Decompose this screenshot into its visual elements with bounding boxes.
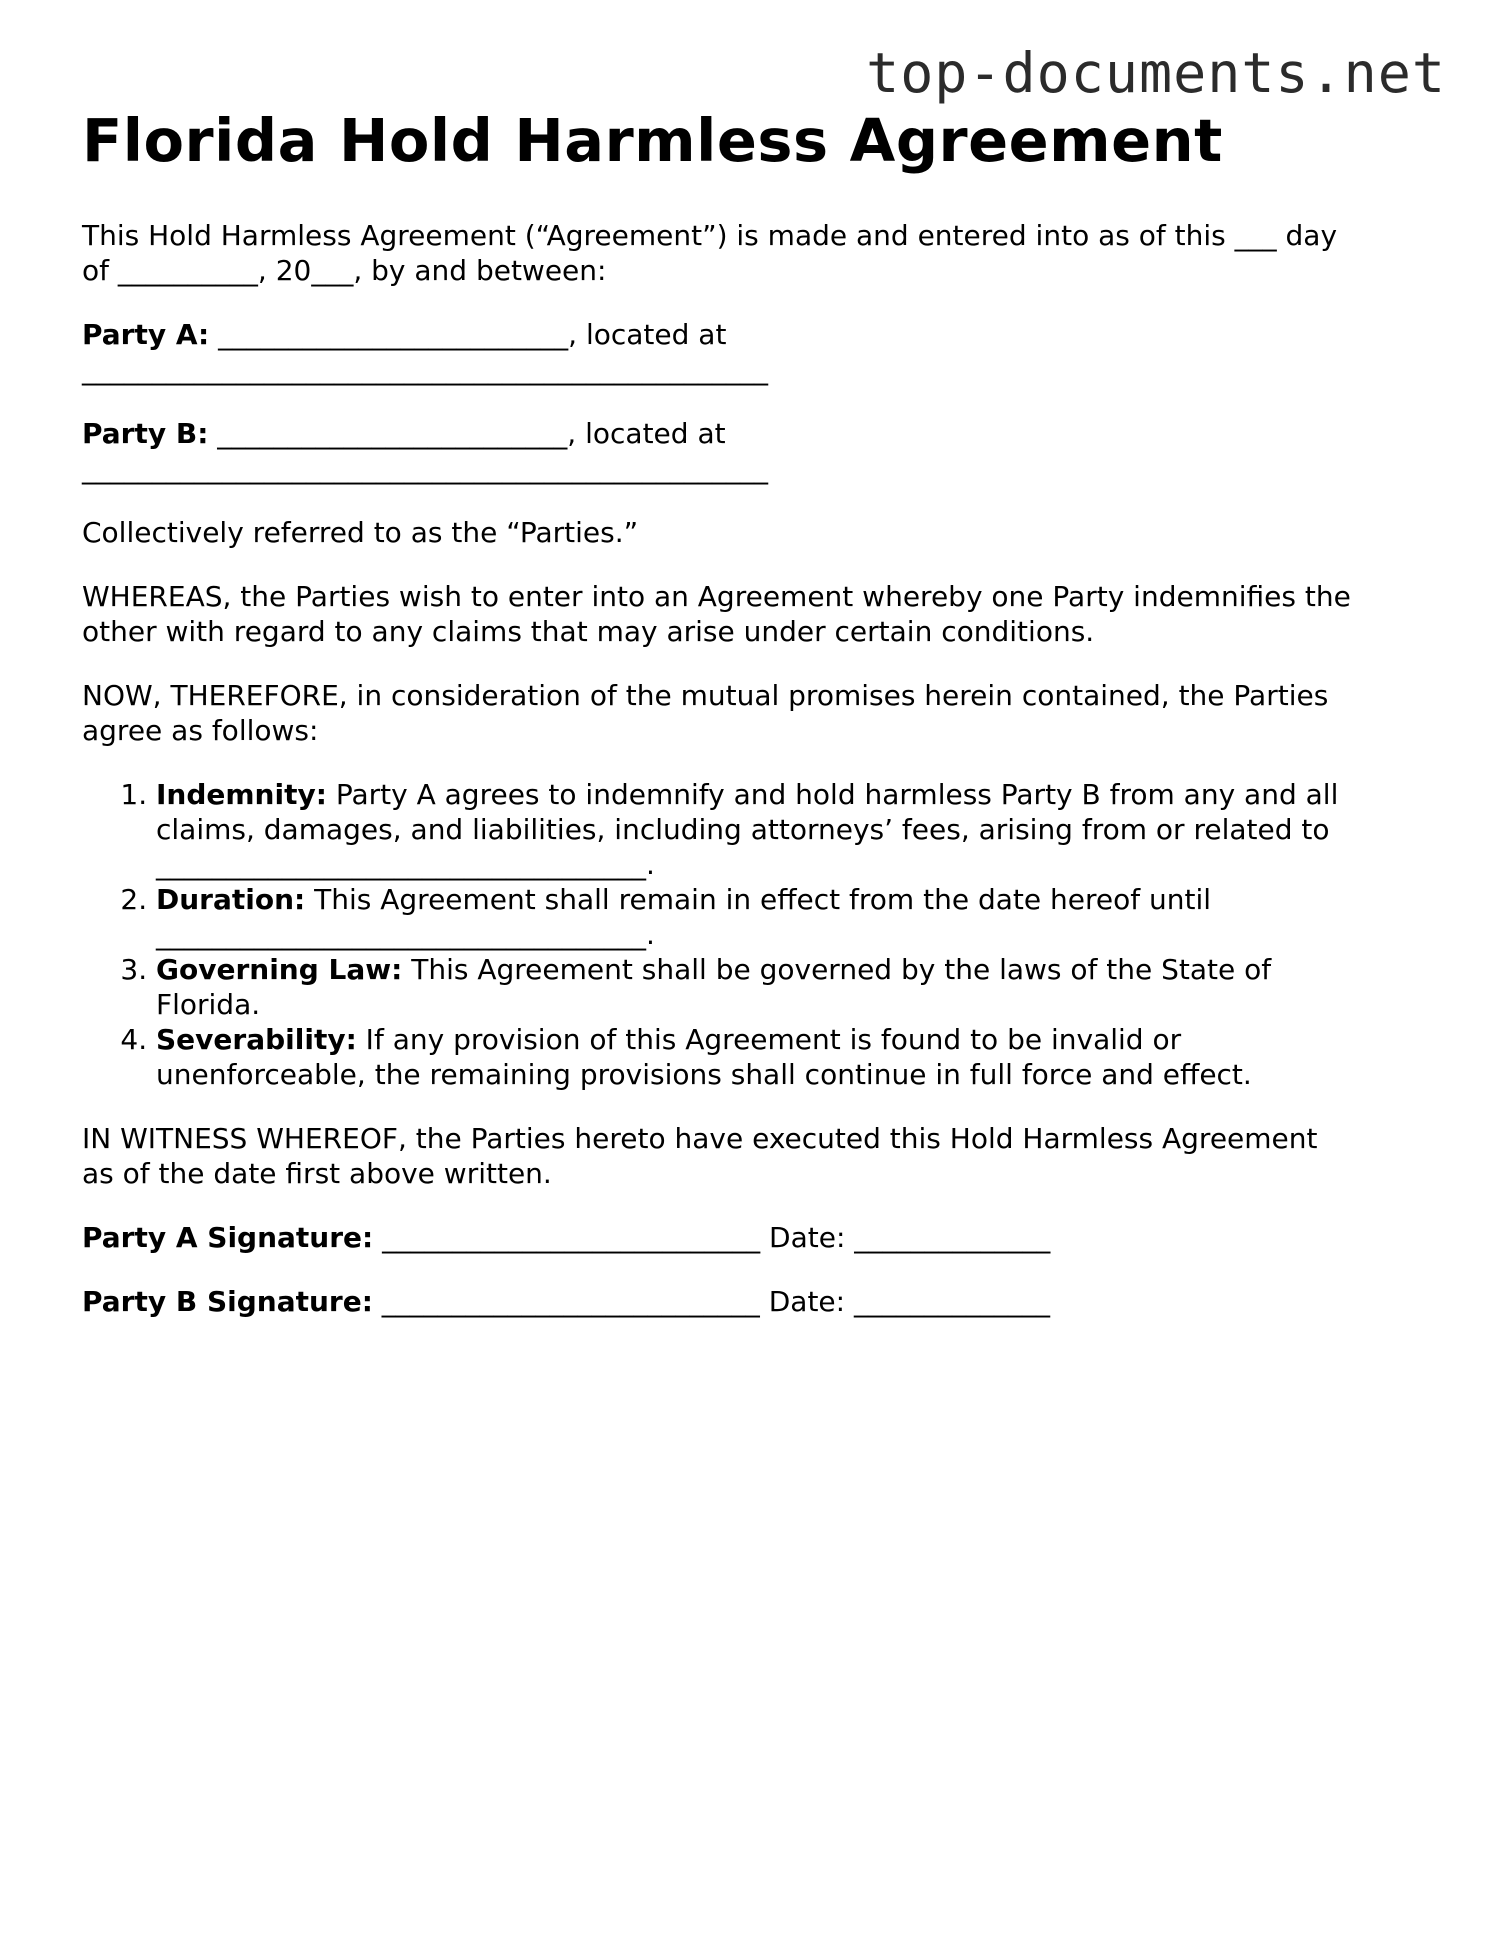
whereas-line-1: WHEREAS, the Parties wish to enter into an Agreement whereby one Party indemnifies the [82,580,1351,613]
party-b-signature-row [82,1284,1422,1319]
witness-line-1: IN WITNESS WHEREOF, the Parties hereto have executed this Hold Harmless Agreement [82,1122,1318,1155]
party-b-block [82,416,1422,486]
party-a-address-blank: _________________________________________________ [82,353,768,386]
date-blank: ______________ [845,1221,1051,1254]
intro-paragraph [82,218,1422,288]
clauses-list [82,777,1422,1092]
document-title: Florida Hold Harmless Agreement [82,106,1223,175]
intro-line-1: This Hold Harmless Agreement (“Agreement”) is made and entered into as of this ___ day [82,219,1338,252]
watermark: top-documents.net [866,41,1446,105]
date-blank: ______________ [845,1285,1050,1318]
party-b-name-blank: _________________________, located at [208,417,726,450]
party-b-label: Party B: [82,417,209,450]
clause-governing-law [156,952,1422,1022]
clause-severability [156,1022,1422,1092]
document-page [82,104,1422,1319]
clause-heading: Severability: [156,1023,357,1056]
date-label: Date: [769,1221,846,1254]
witness-paragraph [82,1121,1422,1191]
party-a-block [82,317,1422,387]
now-therefore-line-2: agree as follows: [82,714,319,747]
now-therefore-paragraph [82,678,1422,748]
signature-blank: ___________________________ [372,1285,769,1318]
now-therefore-line-1: NOW, THEREFORE, in consideration of the mutual promises herein contained, the Parties [82,679,1329,712]
party-a-signature-row [82,1220,1422,1255]
clause-text: This Agreement shall be governed by the laws of the State of [402,953,1272,986]
clause-heading: Indemnity: [156,778,327,811]
clause-text: unenforceable, the remaining provisions shall continue in full force and effect. [156,1058,1252,1091]
clause-text: Florida. [156,988,261,1021]
clause-heading: Governing Law: [156,953,403,986]
whereas-line-2: other with regard to any claims that may arise under certain conditions. [82,615,1095,648]
intro-line-2: of __________, 20___, by and between: [82,254,607,287]
party-a-label: Party A: [82,318,210,351]
clause-text: If any provision of this Agreement is found to be invalid or [356,1023,1182,1056]
party-b-address-blank: _________________________________________________ [82,452,768,485]
witness-line-2: as of the date first above written. [82,1157,552,1190]
clause-duration [156,882,1422,952]
clause-blank: ___________________________________. [156,918,655,951]
signature-label: Party B Signature: [82,1285,373,1318]
whereas-paragraph [82,579,1422,649]
clause-text: claims, damages, and liabilities, including attorneys’ fees, arising from or related to [156,813,1330,846]
clause-blank: ___________________________________. [156,848,655,881]
date-label: Date: [768,1285,846,1318]
signature-label: Party A Signature: [82,1221,374,1254]
party-a-name-blank: _________________________, located at [209,318,727,351]
clause-indemnity [156,777,1422,882]
signature-blank: ___________________________ [373,1221,770,1254]
clause-text: This Agreement shall remain in effect from the date hereof until [305,883,1211,916]
collective-paragraph: Collectively referred to as the “Parties.” [82,516,639,549]
clause-heading: Duration: [156,883,306,916]
clause-text: Party A agrees to indemnify and hold harmless Party B from any and all [326,778,1339,811]
